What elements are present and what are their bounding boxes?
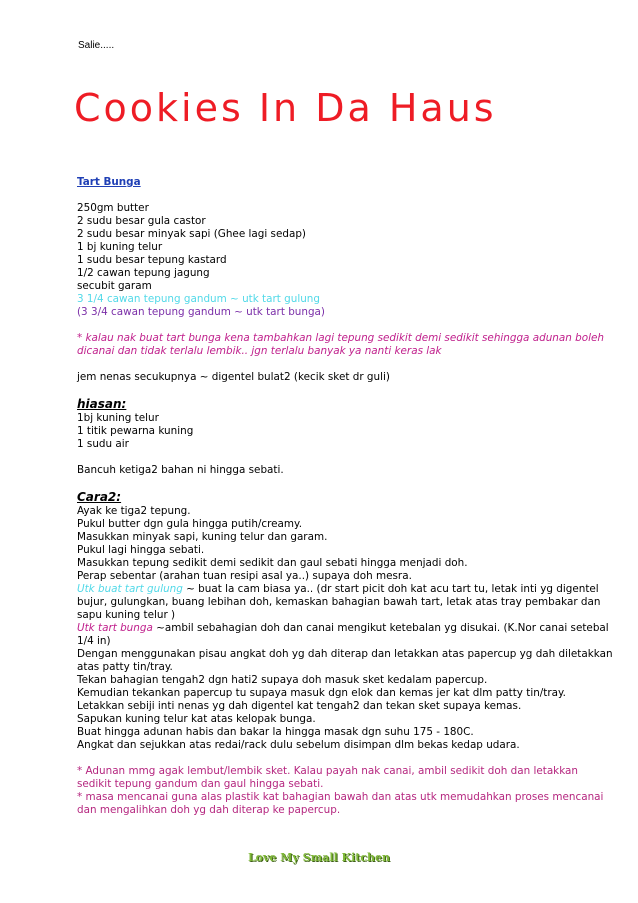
step-line: Perap sebentar (arahan tuan resipi asal ya..) supaya doh mesra. bbox=[77, 570, 412, 582]
step-line: sapu kuning telur ) bbox=[77, 609, 176, 621]
tip-line: dicanai dan tidak terlalu lembik.. jgn terlalu banyak ya nanti keras lak bbox=[77, 345, 442, 357]
flour-note-bunga: (3 3/4 cawan tepung gandum ~ utk tart bunga) bbox=[77, 306, 325, 318]
note-line: * Adunan mmg agak lembut/lembik sket. Kalau payah nak canai, ambil sedikit doh dan letakkan bbox=[77, 765, 578, 777]
step-line: Letakkan sebiji inti nenas yg dah digentel kat tengah2 dan tekan sket supaya kemas. bbox=[77, 700, 522, 712]
bunga-label: Utk tart bunga bbox=[77, 622, 153, 634]
ingredient-item: 250gm butter bbox=[77, 202, 149, 214]
step-line: atas patty tin/tray. bbox=[77, 661, 173, 673]
ingredient-item: 1 sudu besar tepung kastard bbox=[77, 254, 227, 266]
bunga-text: ~ambil sebahagian doh dan canai mengikut ketebalan yg disukai. (K.Nor canai setebal bbox=[152, 622, 609, 634]
note-line: * masa mencanai guna alas plastik kat bahagian bawah dan atas utk memudahkan proses mencanai bbox=[77, 791, 604, 803]
section-title-link[interactable]: Tart Bunga bbox=[77, 176, 141, 188]
tip-line: * kalau nak buat tart bunga kena tambahkan lagi tepung sedikit demi sedikit sehingga adunan boleh bbox=[77, 332, 604, 344]
step-line: Masukkan tepung sedikit demi sedikit dan gaul sebati hingga menjadi doh. bbox=[77, 557, 468, 569]
step-line: Sapukan kuning telur kat atas kelopak bunga. bbox=[77, 713, 316, 725]
hiasan-item: 1 titik pewarna kuning bbox=[77, 425, 194, 437]
gulung-step bbox=[77, 583, 599, 596]
step-line: Pukul butter dgn gula hingga putih/creamy. bbox=[77, 518, 303, 530]
step-line: Angkat dan sejukkan atas redai/rack dulu sebelum disimpan dlm bekas kedap udara. bbox=[77, 739, 520, 751]
ingredient-item: 2 sudu besar gula castor bbox=[77, 215, 206, 227]
hiasan-note: Bancuh ketiga2 bahan ni hingga sebati. bbox=[77, 464, 284, 476]
gulung-text: ~ buat la cam biasa ya.. (dr start picit doh kat acu tart tu, letak inti yg digentel bbox=[182, 583, 599, 595]
header-note: Salie..... bbox=[78, 40, 115, 51]
step-line: Kemudian tekankan papercup tu supaya masuk dgn elok dan kemas jer kat dlm patty tin/tray. bbox=[77, 687, 566, 699]
note-line: dan mengalihkan doh yg dah diterap ke papercup. bbox=[77, 804, 341, 816]
ingredient-item: 1 bj kuning telur bbox=[77, 241, 163, 253]
jam-line: jem nenas secukupnya ~ digentel bulat2 (kecik sket dr guli) bbox=[77, 371, 390, 383]
flour-note-gulung: 3 1/4 cawan tepung gandum ~ utk tart gulung bbox=[77, 293, 320, 305]
step-line: Tekan bahagian tengah2 dgn hati2 supaya doh masuk sket kedalam papercup. bbox=[77, 674, 488, 686]
hiasan-heading: hiasan: bbox=[77, 397, 127, 411]
step-line: Dengan menggunakan pisau angkat doh yg dah diterap dan letakkan atas papercup yg dah diletakkan bbox=[77, 648, 613, 660]
recipe-content bbox=[77, 176, 613, 817]
hiasan-item: 1bj kuning telur bbox=[77, 412, 159, 424]
page-title: Cookies In Da Haus bbox=[74, 86, 497, 130]
ingredient-item: secubit garam bbox=[77, 280, 152, 292]
ingredient-item: 1/2 cawan tepung jagung bbox=[77, 267, 210, 279]
step-line: 1/4 in) bbox=[77, 635, 111, 647]
footer-signature: Love My Small Kitchen bbox=[247, 851, 391, 864]
step-line: bujur, gulungkan, buang lebihan doh, kemaskan bahagian bawah tart, letak atas tray pembakar dan bbox=[77, 596, 601, 608]
hiasan-item: 1 sudu air bbox=[77, 438, 129, 450]
cara-heading: Cara2: bbox=[77, 490, 122, 504]
bunga-step bbox=[77, 622, 609, 635]
gulung-label: Utk buat tart gulung bbox=[77, 583, 183, 595]
note-line: sedikit tepung gandum dan gaul hingga sebati. bbox=[77, 778, 324, 790]
step-line: Ayak ke tiga2 tepung. bbox=[77, 505, 191, 517]
step-line: Buat hingga adunan habis dan bakar la hingga masak dgn suhu 175 - 180C. bbox=[77, 726, 474, 738]
ingredient-list bbox=[77, 202, 577, 293]
step-line: Pukul lagi hingga sebati. bbox=[77, 544, 205, 556]
ingredient-item: 2 sudu besar minyak sapi (Ghee lagi sedap) bbox=[77, 228, 306, 240]
step-line: Masukkan minyak sapi, kuning telur dan garam. bbox=[77, 531, 328, 543]
